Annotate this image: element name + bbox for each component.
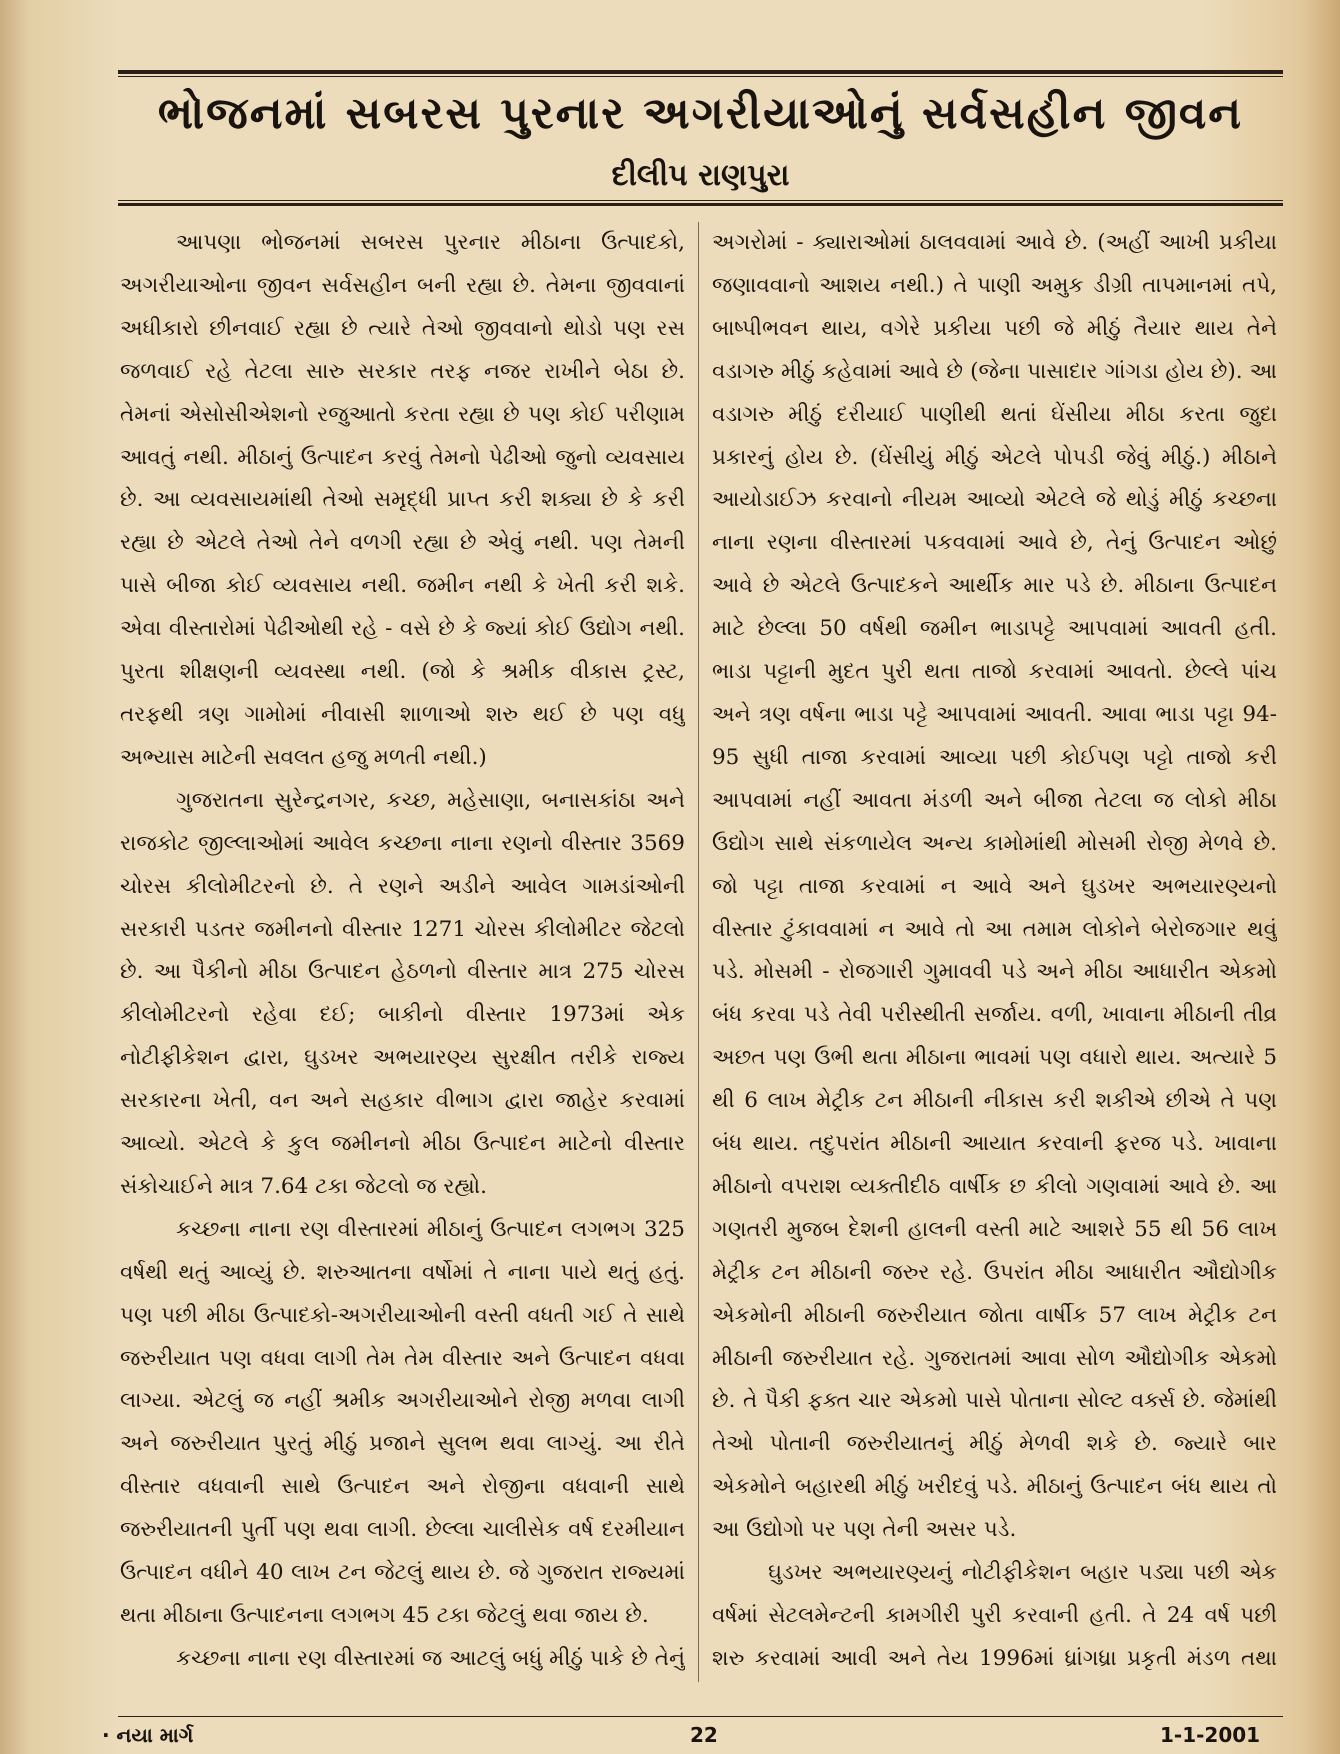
article-title: ભોજનમાં સબરસ પુરનાર અગરીયાઓનું સર્વસહીન જીવન <box>157 88 1244 139</box>
paragraph: કચ્છના નાના રણ વીસ્તારમાં મીઠાનું ઉત્પાદન લગભગ 325 વર્ષથી થતું આવ્યું છે. શરુઆતના વર્ષોમાં તે નાના પાયે થતું હતું. પણ પછી મીઠા ઉત્પાદકો-અગરીયાઓની વસ્તી વધતી ગઈ તે સાથે જરુરીયાત પણ વધવા લાગી તેમ તેમ વીસ્તાર અને ઉત્પાદન વધવા લાગ્યા. એટલું જ નહીં શ્રમીક અગરીયાઓને રોજી મળવા લાગી અને જરુરીયાત પુરતું મીઠું પ્રજાને સુલભ થવા લાગ્યું. આ રીતે વીસ્તાર વધવાની સાથે ઉત્પાદન અને રોજીના વધવાની સાથે જરુરીયાતની પુર્તી પણ થવા લાગી. છેલ્લા ચાલીસેક વર્ષ દરમીયાન ઉત્પાદન વધીને 40 લાખ ટન જેટલું થાય છે. જે ગુજરાત રાજ્યમાં થતા મીઠાના ઉત્પાદનના લગભગ 45 ટકા જેટલું થવા જાય છે. <box>120 1216 685 1628</box>
article-author: દીલીપ રાણપુરા <box>611 158 790 193</box>
right-column <box>712 222 1277 1687</box>
column-divider <box>698 222 699 1682</box>
page-number: 22 <box>690 1723 718 1747</box>
paragraph: આપણા ભોજનમાં સબરસ પુરનાર મીઠાના ઉત્પાદકો, અગરીયાઓના જીવન સર્વસહીન બની રહ્યા છે. તેમના જીવવાનાં અધીકારો છીનવાઈ રહ્યા છે ત્યારે તેઓ જીવવાનો થોડો પણ રસ જળવાઈ રહે તેટલા સારુ સરકાર તરફ નજર રાખીને બેઠા છે. તેમનાં એસોસીએશનો રજુઆતો કરતા રહ્યા છે પણ કોઈ પરીણામ આવતું નથી. મીઠાનું ઉત્પાદન કરવું તેમનો પેઢીઓ જુનો વ્યવસાય છે. આ વ્યવસાયમાંથી તેઓ સમૃદ્ધી પ્રાપ્ત કરી શક્યા છે કે કરી રહ્યા છે એટલે તેઓ તેને વળગી રહ્યા છે એવું નથી. પણ તેમની પાસે બીજા કોઈ વ્યવસાય નથી. જમીન નથી કે ખેતી કરી શકે. એવા વીસ્તારોમાં પેઢીઓથી રહે - વસે છે કે જ્યાં કોઈ ઉદ્યોગ નથી. પુરતા શીક્ષણની વ્યવસ્થા નથી. (જો કે શ્રમીક વીકાસ ટ્રસ્ટ, તરફથી ત્રણ ગામોમાં નીવાસી શાળાઓ શરુ થઈ છે પણ વધુ અભ્યાસ માટેની સવલત હજુ મળતી નથી.) <box>120 230 685 770</box>
magazine-name: · નયા માર્ગ <box>102 1723 194 1747</box>
paragraph: ગુજરાતના સુરેન્દ્રનગર, કચ્છ, મહેસાણા, બનાસકાંઠા અને રાજકોટ જીલ્લાઓમાં આવેલ કચ્છના નાના રણનો વીસ્તાર 3569 ચોરસ કીલોમીટરનો છે. તે રણને અડીને આવેલ ગામડાંઓની સરકારી પડતર જમીનનો વીસ્તાર 1271 ચોરસ કીલોમીટર જેટલો છે. આ પૈકીનો મીઠા ઉત્પાદન હેઠળનો વીસ્તાર માત્ર 275 ચોરસ કીલોમીટરનો રહેવા દઈ; બાકીનો વીસ્તાર 1973માં એક નોટીફીકેશન દ્વારા, ઘુડખર અભયારણ્ય સુરક્ષીત તરીકે રાજ્ય સરકારના ખેતી, વન અને સહકાર વીભાગ દ્વારા જાહેર કરવામાં આવ્યો. એટલે કે કુલ જમીનનો મીઠા ઉત્પાદન માટેનો વીસ્તાર સંકોચાઈને માત્ર 7.64 ટકા જેટલો જ રહ્યો. <box>120 787 685 1199</box>
title-top-rule <box>118 70 1283 77</box>
issue-date: 1-1-2001 <box>1160 1723 1261 1747</box>
left-column <box>120 222 685 1687</box>
paragraph: ઘુડખર અભયારણ્યનું નોટીફીકેશન બહાર પડ્યા પછી એક વર્ષમાં સેટલમેન્ટની કામગીરી પુરી કરવાની હતી. તે 24 વર્ષ પછી શરુ કરવામાં આવી અને તેય 1996માં ધ્રાંગધ્રા પ્રકૃતી મંડળ તથા <box>712 1560 1277 1671</box>
title-bottom-rule <box>118 200 1283 206</box>
paragraph: કચ્છના નાના રણ વીસ્તારમાં જ આટલું બધું મીઠું પાકે છે તેનું <box>176 1645 685 1671</box>
footer-rule <box>118 1716 1283 1717</box>
paragraph: અગરોમાં - ક્યારાઓમાં ઠાલવવામાં આવે છે. (અહીં આખી પ્રકીયા જણાવવાનો આશય નથી.) તે પાણી અમુક ડીગ્રી તાપમાનમાં તપે, બાષ્પીભવન થાય, વગેરે પ્રકીયા પછી જે મીઠું તૈયાર થાય તેને વડાગરુ મીઠું કહેવામાં આવે છે (જેના પાસાદાર ગાંગડા હોય છે). આ વડાગરુ મીઠું દરીયાઈ પાણીથી થતાં ઘેંસીયા મીઠા કરતા જુદા પ્રકારનું હોય છે. (ઘેંસીયું મીઠું એટલે પોપડી જેવું મીઠું.) મીઠાને આયોડાઈઝ કરવાનો નીયમ આવ્યો એટલે જે થોડું મીઠું કચ્છના નાના રણના વીસ્તારમાં પકવવામાં આવે છે, તેનું ઉત્પાદન ઓછું આવે છે એટલે ઉત્પાદકને આર્થીક માર પડે છે. મીઠાના ઉત્પાદન માટે છેલ્લા 50 વર્ષથી જમીન ભાડાપટ્ટે આપવામાં આવતી હતી. ભાડા પટ્ટાની મુદત પુરી થતા તાજો કરવામાં આવતો. છેલ્લે પાંચ અને ત્રણ વર્ષના ભાડા પટ્ટે આપવામાં આવતી. આવા ભાડા પટ્ટા 94-95 સુધી તાજા કરવામાં આવ્યા પછી કોઈપણ પટ્ટો તાજો કરી આપવામાં નહીં આવતા મંડળી અને બીજા તેટલા જ લોકો મીઠા ઉદ્યોગ સાથે સંકળાયેલ અન્ય કામોમાંથી મોસમી રોજી મેળવે છે. જો પટ્ટા તાજા કરવામાં ન આવે અને ઘુડખર અભયારણ્યનો વીસ્તાર ટુંકાવવામાં ન આવે તો આ તમામ લોકોને બેરોજગાર થવું પડે. મોસમી - રોજગારી ગુમાવવી પડે અને મીઠા આધારીત એકમો બંધ કરવા પડે તેવી પરીસ્થીતી સર્જાય. વળી, ખાવાના મીઠાની તીવ્ર અછત પણ ઉભી થતા મીઠાના ભાવમાં પણ વધારો થાય. અત્યારે 5 થી 6 લાખ મેટ્રીક ટન મીઠાની નીકાસ કરી શકીએ છીએ તે પણ બંધ થાય. તદુપરાંત મીઠાની આયાત કરવાની ફરજ પડે. ખાવાના મીઠાનો વપરાશ વ્યક્તીદીઠ વાર્ષીક છ કીલો ગણવામાં આવે છે. આ ગણતરી મુજબ દેશની હાલની વસ્તી માટે આશરે 55 થી 56 લાખ મેટ્રીક ટન મીઠાની જરુર રહે. ઉપરાંત મીઠા આધારીત ઔદ્યોગીક એકમોની મીઠાની જરુરીયાત જોતા વાર્ષીક 57 લાખ મેટ્રીક ટન મીઠાની જરુરીયાત રહે. ગુજરાતમાં આવા સોળ ઔદ્યોગીક એકમો છે. તે પૈકી ફક્ત ચાર એકમો પાસે પોતાના સોલ્ટ વર્ક્સ છે. જેમાંથી તેઓ પોતાની જરુરીયાતનું મીઠું મેળવી શકે છે. જ્યારે બાર એકમોને બહારથી મીઠું ખરીદવું પડે. મીઠાનું ઉત્પાદન બંધ થાય તો આ ઉદ્યોગો પર પણ તેની અસર પડે. <box>712 230 1277 1543</box>
